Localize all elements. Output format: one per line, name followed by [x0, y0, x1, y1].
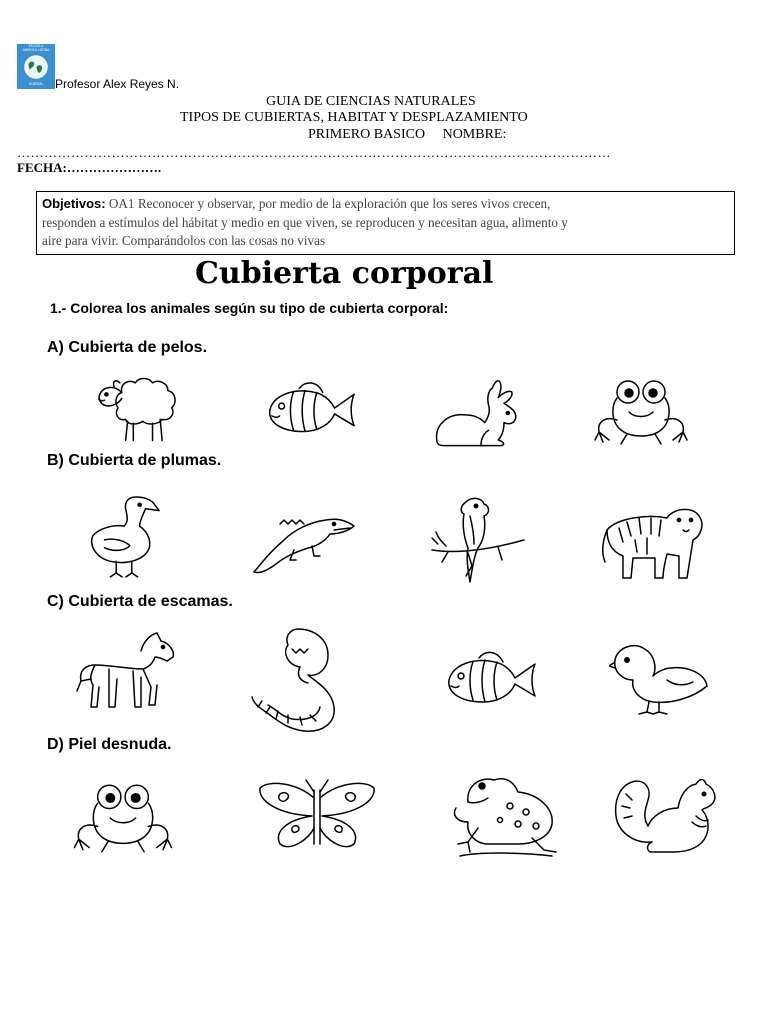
grade-name-line: PRIMERO BASICO NOMBRE:	[308, 127, 507, 142]
name-blank-line: ……………………………………………………………………………………………………………………	[17, 145, 611, 160]
logo-text-3: HUERTAL	[28, 82, 44, 86]
chick-illustration[interactable]	[609, 640, 713, 716]
page-title: Cubierta corporal	[195, 256, 494, 291]
objectives-text-2: responden a estímulos del hábitat y medio en que viven, se reproducen y necesitan agua, alimento y	[42, 214, 568, 230]
objectives-text-3: aire para vivir. Comparándolos con las cosas no vivas	[42, 233, 326, 248]
section-b-label: B) Cubierta de plumas.	[47, 452, 222, 469]
sheep-illustration[interactable]	[93, 365, 189, 443]
horse-illustration[interactable]	[69, 629, 177, 711]
objectives-text-1: OA1 Reconocer y observar, por medio de la exploración que los seres vivos crecen,	[105, 196, 551, 211]
section-a-label: A) Cubierta de pelos.	[47, 339, 208, 356]
objectives-box	[36, 191, 735, 255]
squirrel-illustration[interactable]	[612, 772, 724, 858]
fish-illustration[interactable]	[262, 378, 360, 442]
fish-illustration[interactable]	[441, 647, 541, 713]
guide-title: GUIA DE CIENCIAS NATURALES	[266, 94, 476, 109]
logo-text-2: AMERICA LATINA	[22, 48, 50, 52]
frog-illustration[interactable]	[591, 376, 691, 448]
frog-illustration[interactable]	[67, 780, 179, 856]
instruction: 1.- Colorea los animales según su tipo de cubierta corporal:	[50, 300, 449, 316]
logo-text-1: ESCUELA	[28, 44, 44, 48]
crocodile-illustration[interactable]	[250, 506, 358, 576]
duck-illustration[interactable]	[85, 488, 163, 580]
school-logo	[17, 44, 55, 89]
section-d-label: D) Piel desnuda.	[47, 736, 172, 753]
rabbit-illustration[interactable]	[431, 376, 527, 450]
teacher-name: Profesor Alex Reyes N.	[55, 77, 180, 91]
date-field: FECHA:………………….	[17, 160, 162, 175]
snake-illustration[interactable]	[248, 625, 352, 735]
objectives-label: Objetivos:	[42, 196, 106, 211]
globe-icon	[23, 54, 49, 80]
guide-subtitle: TIPOS DE CUBIERTAS, HABITAT Y DESPLAZAMIENTO	[180, 110, 528, 125]
parrot-illustration[interactable]	[428, 494, 528, 586]
tiger-illustration[interactable]	[597, 500, 709, 582]
section-c-label: C) Cubierta de escamas.	[47, 593, 233, 610]
butterfly-illustration[interactable]	[256, 778, 378, 852]
toad-illustration[interactable]	[448, 772, 564, 858]
